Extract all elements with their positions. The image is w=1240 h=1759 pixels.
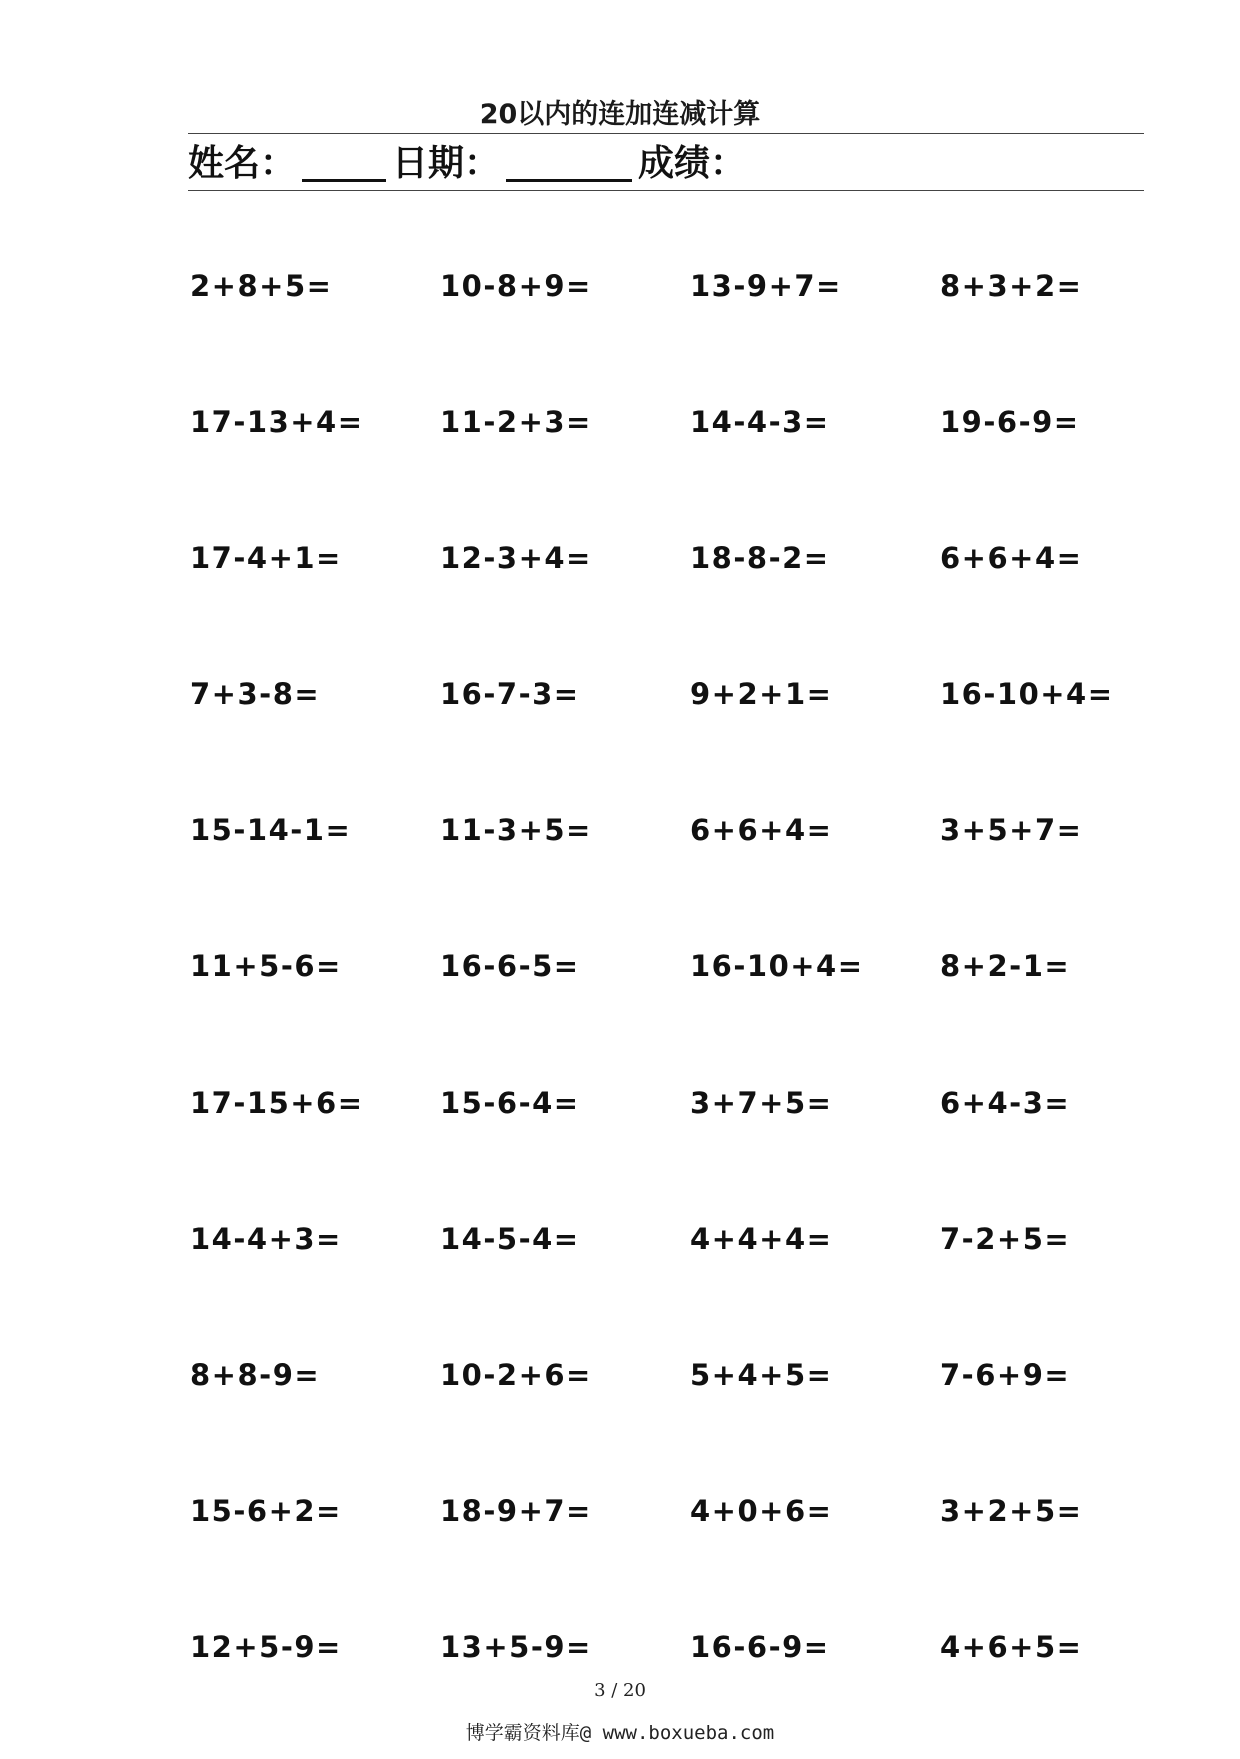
problem-row [190,1351,1190,1487]
math-problem: 4+6+5= [940,1629,1083,1664]
math-problem: 3+5+7= [940,813,1083,848]
problem-grid [190,262,1190,1759]
problem-row [190,1487,1190,1623]
math-problem: 7-6+9= [940,1357,1071,1392]
math-problem: 6+6+4= [940,541,1083,576]
date-blank [506,139,632,182]
footer-watermark: 博学霸资料库@ www.boxueba.com [465,1722,775,1744]
math-problem: 18-8-2= [690,541,830,576]
math-problem: 7-2+5= [940,1221,1071,1256]
math-problem: 9+2+1= [690,677,833,712]
name-label: 姓名： [188,143,297,184]
score-label: 成绩： [638,143,747,184]
math-problem: 10-2+6= [440,1357,592,1392]
problem-row [190,398,1190,534]
math-problem: 7+3-8= [190,677,321,712]
math-problem: 15-6-4= [440,1085,580,1120]
student-info-header [188,140,746,186]
problem-row [190,1215,1190,1351]
math-problem: 18-9+7= [440,1493,592,1528]
math-problem: 5+4+5= [690,1357,833,1392]
math-problem: 8+3+2= [940,269,1083,303]
math-problem: 16-6-9= [690,1629,830,1664]
math-problem: 4+0+6= [690,1493,833,1528]
name-blank [302,139,386,182]
math-problem: 10-8+9= [440,269,592,303]
problem-row [190,670,1190,806]
math-problem: 16-7-3= [440,677,580,712]
header-top-rule [188,133,1144,134]
math-problem: 16-10+4= [940,677,1114,712]
problem-row [190,942,1190,1078]
math-problem: 17-15+6= [190,1085,364,1120]
math-problem: 3+2+5= [940,1493,1083,1528]
math-problem: 8+2-1= [940,949,1071,984]
math-problem: 14-4-3= [690,405,830,440]
math-problem: 15-6+2= [190,1493,342,1528]
math-problem: 8+8-9= [190,1357,321,1392]
math-problem: 16-10+4= [690,949,864,984]
problem-row [190,534,1190,670]
math-problem: 12+5-9= [190,1629,342,1664]
math-problem: 11-2+3= [440,405,592,440]
date-label: 日期： [392,143,501,184]
math-problem: 14-4+3= [190,1221,342,1256]
problem-row [190,806,1190,942]
problem-row [190,1079,1190,1215]
math-problem: 13+5-9= [440,1629,592,1664]
math-problem: 14-5-4= [440,1221,580,1256]
math-problem: 17-4+1= [190,541,342,576]
math-problem: 2+8+5= [190,269,333,303]
math-problem: 6+4-3= [940,1085,1071,1120]
math-problem: 16-6-5= [440,949,580,984]
math-problem: 6+6+4= [690,813,833,848]
problem-row [190,262,1190,398]
math-problem: 3+7+5= [690,1085,833,1120]
header-bottom-rule [188,190,1144,191]
page-number: 3 / 20 [594,1680,646,1701]
math-problem: 4+4+4= [690,1221,833,1256]
math-problem: 12-3+4= [440,541,592,576]
math-problem: 15-14-1= [190,813,352,848]
math-problem: 11-3+5= [440,813,592,848]
math-problem: 13-9+7= [690,269,842,303]
math-problem: 19-6-9= [940,405,1080,440]
math-problem: 17-13+4= [190,405,364,440]
math-problem: 11+5-6= [190,949,342,984]
page-title: 20以内的连加连减计算 [479,99,761,130]
